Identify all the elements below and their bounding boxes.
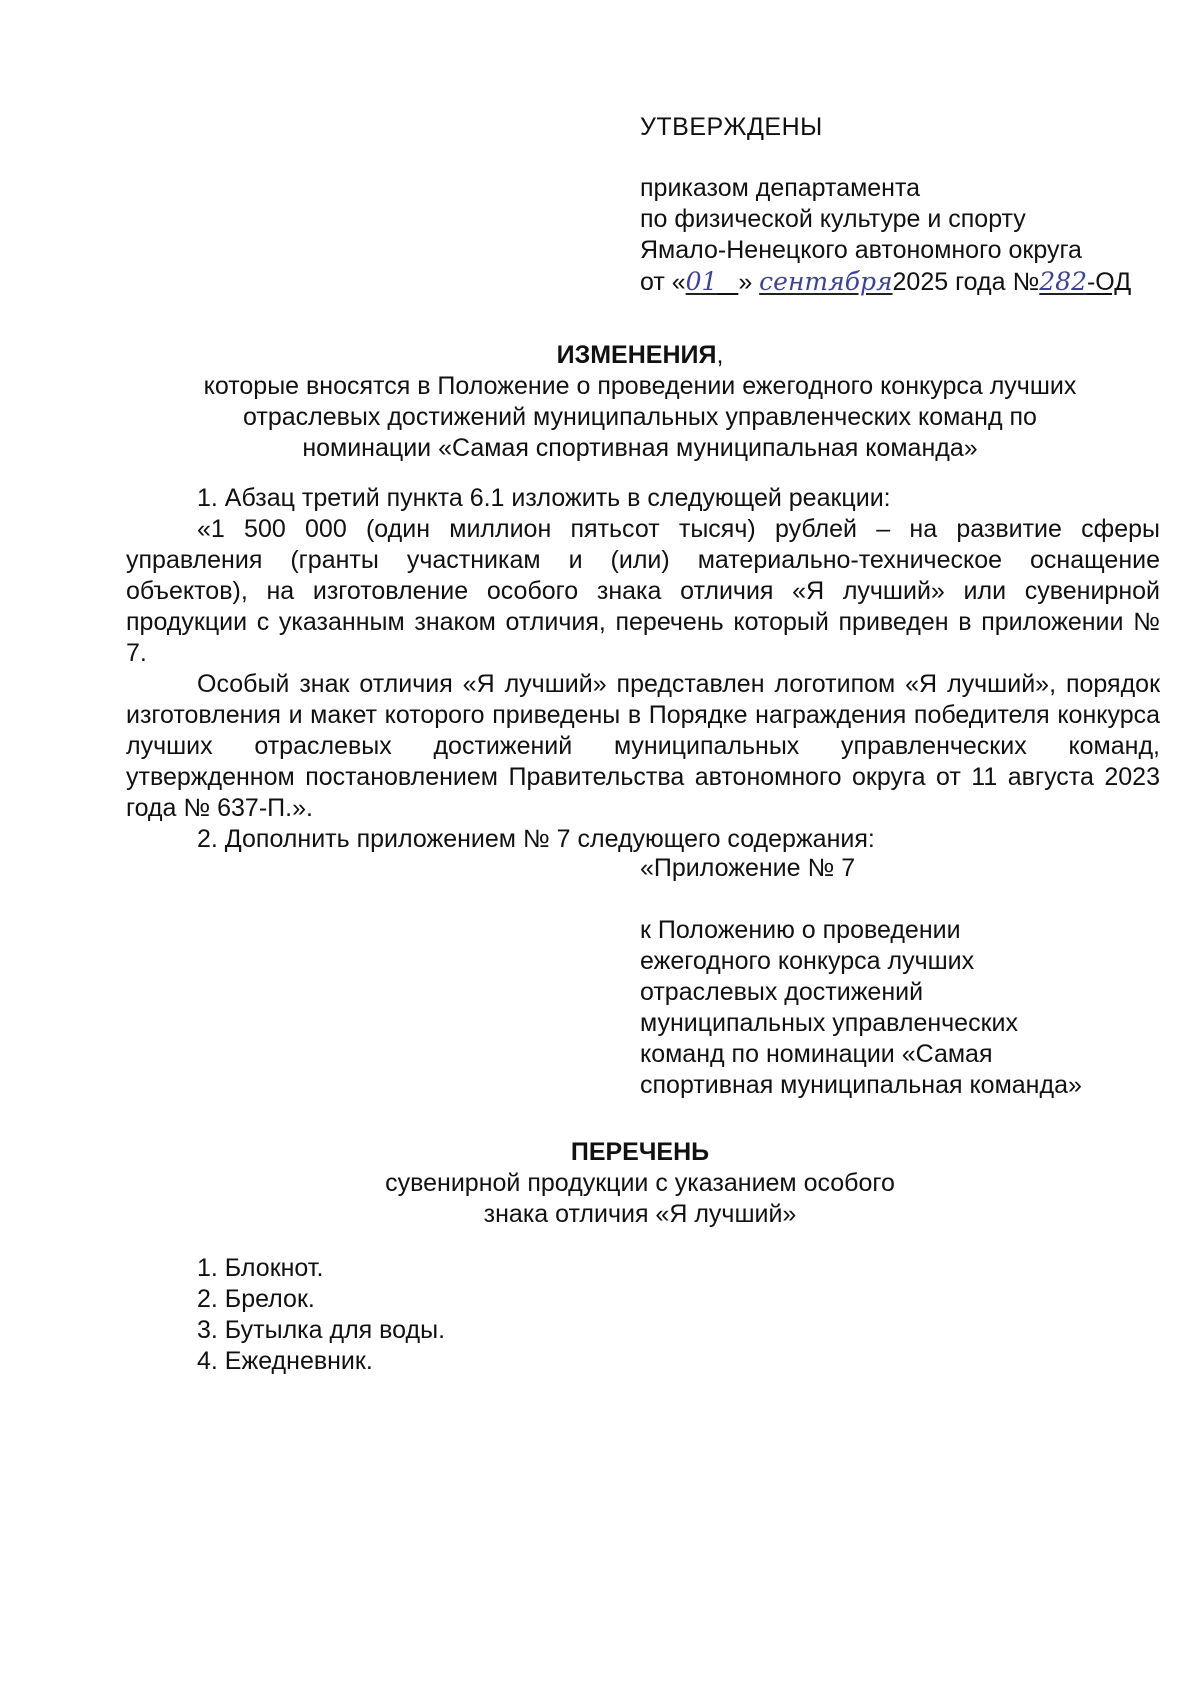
souvenir-list — [197, 1253, 445, 1377]
list-item: 4. Ежедневник. — [197, 1347, 373, 1375]
body-paragraph: Особый знак отличия «Я лучший» представлен логотипом «Я лучший», порядок изготовления и макет которого приведены в Порядке награждения победителя конкурса лучших отраслевых достижений муниципальных управленческих команд, утвержденном постановлением Правительства автономного округа от 11 августа 2023 года № 637-П.». — [126, 670, 1160, 822]
appendix-heading: «Приложение № 7 — [640, 854, 856, 882]
list-item: 2. Брелок. — [197, 1285, 315, 1313]
approval-line-2: по физической культуре и спорту — [640, 205, 1026, 233]
appendix-block — [640, 853, 1160, 1101]
approval-heading: УТВЕРЖДЕНЫ — [640, 113, 823, 141]
appendix-line: отраслевых достижений — [640, 978, 924, 1006]
year-text: 2025 года № — [892, 268, 1040, 296]
number-suffix: -ОД — [1086, 268, 1132, 296]
list-item: 3. Бутылка для воды. — [197, 1316, 446, 1344]
appendix-line: муниципальных управленческих — [640, 1009, 1018, 1037]
approval-block — [640, 112, 1160, 298]
list-title: ПЕРЕЧЕНЬ — [570, 1138, 710, 1166]
day-blank — [717, 268, 738, 296]
changes-title-comma: , — [716, 341, 724, 369]
list-item: 1. Блокнот. — [197, 1254, 324, 1282]
changes-title-line — [120, 340, 1160, 371]
body-paragraph: «1 500 000 (один миллион пятьсот тысяч) рублей – на развитие сферы управления (гранты участникам и (или) материально-техническое оснащение объектов), на изготовление особого знака отличия «Я лучший» или сувенирной продукции с указанным знаком отличия, перечень который приведен в приложении № 7. — [126, 515, 1160, 667]
appendix-line: спортивная муниципальная команда» — [640, 1071, 1082, 1099]
changes-title-block — [120, 340, 1160, 464]
body-paragraph: 1. Абзац третий пункта 6.1 изложить в следующей реакции: — [197, 484, 891, 512]
handwritten-number: 282 — [1039, 267, 1087, 296]
approval-line-3: Ямало-Ненецкого автономного округа — [640, 236, 1082, 264]
approval-line-1: приказом департамента — [640, 174, 921, 202]
list-subtitle-line: знака отличия «Я лучший» — [483, 1200, 797, 1228]
list-subtitle-line: сувенирной продукции с указанием особого — [385, 1169, 895, 1197]
handwritten-month: сентября — [759, 267, 893, 296]
appendix-line: ежегодного конкурса лучших — [640, 947, 975, 975]
date-quote-close: » — [738, 268, 753, 296]
body-paragraph: 2. Дополнить приложением № 7 следующего содержания: — [197, 825, 875, 853]
appendix-line: команд по номинации «Самая — [640, 1040, 993, 1068]
changes-body — [126, 483, 1160, 855]
handwritten-day: 01 — [685, 267, 718, 296]
list-title-block — [120, 1137, 1160, 1230]
changes-subtitle-line: номинации «Самая спортивная муниципальная команда» — [302, 434, 978, 462]
changes-title: ИЗМЕНЕНИЯ — [556, 341, 717, 369]
approval-date-line — [640, 266, 1160, 298]
appendix-line: к Положению о проведении — [640, 916, 961, 944]
changes-subtitle-line: которые вносятся в Положение о проведении ежегодного конкурса лучших — [203, 372, 1077, 400]
date-prefix: от « — [640, 268, 686, 296]
changes-subtitle-line: отраслевых достижений муниципальных управленческих команд по — [243, 403, 1037, 431]
